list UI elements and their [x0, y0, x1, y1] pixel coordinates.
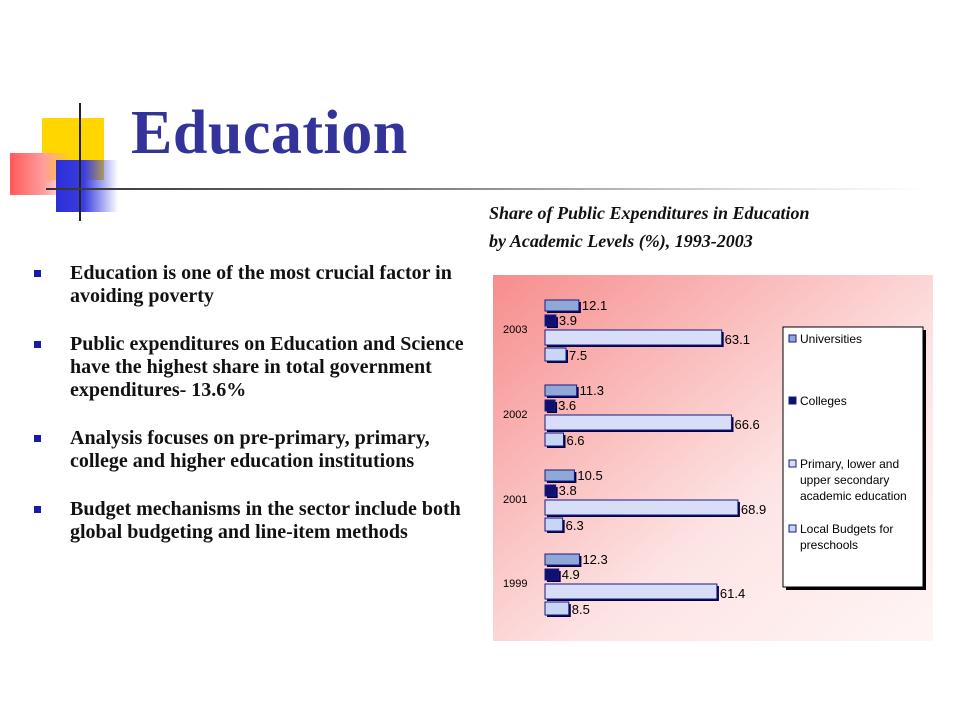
- legend-label: Universities: [800, 332, 863, 346]
- square-bullet-icon: [34, 506, 41, 513]
- bar-value-label: 12.1: [581, 298, 608, 313]
- bar-value-label: 8.5: [571, 602, 590, 617]
- category-label: 2002: [503, 409, 528, 421]
- legend-label: Local Budgets for: [800, 522, 894, 536]
- chart-svg: [493, 275, 933, 641]
- bar-value-label: 6.3: [565, 518, 584, 533]
- bar: [545, 470, 574, 481]
- bar: [545, 602, 569, 615]
- decor-blue-square: [56, 160, 118, 212]
- category-label: 1999: [503, 578, 528, 590]
- legend-swatch: [789, 460, 796, 467]
- chart-caption: [489, 199, 939, 255]
- bar-value-label: 12.3: [582, 552, 608, 567]
- decor-vertical-line: [79, 103, 81, 221]
- bar: [545, 518, 563, 531]
- legend-swatch: [789, 335, 796, 342]
- bullet-text: Public expenditures on Education and Science have the highest share in total government expenditures- 13.6%: [70, 333, 464, 401]
- bar-value-label: 6.6: [566, 433, 585, 448]
- bar: [545, 415, 731, 430]
- bar-value-label: 7.5: [569, 348, 588, 363]
- square-bullet-icon: [34, 270, 41, 277]
- category-label: 2003: [503, 324, 528, 336]
- legend-swatch: [789, 397, 796, 404]
- bar: [545, 348, 566, 361]
- bar: [545, 315, 556, 326]
- bar: [545, 554, 579, 565]
- square-bullet-icon: [34, 435, 41, 442]
- page-title: Education: [131, 99, 408, 167]
- bar-value-label: 3.8: [558, 483, 577, 498]
- bar-value-label: 4.9: [561, 567, 580, 582]
- bar: [545, 584, 717, 599]
- expenditure-chart: [493, 275, 933, 641]
- square-bullet-icon: [34, 341, 41, 348]
- bullet-text: Budget mechanisms in the sector include both global budgeting and line-item methods: [70, 498, 461, 543]
- bullet-text: Education is one of the most crucial factor in avoiding poverty: [70, 262, 452, 307]
- category-label: 2001: [503, 494, 528, 506]
- chart-caption-line: by Academic Levels (%), 1993-2003: [489, 231, 753, 251]
- legend-label: upper secondary: [800, 473, 890, 487]
- bar-value-label: 66.6: [734, 417, 760, 432]
- legend-label: preschools: [800, 538, 859, 552]
- bar: [545, 400, 555, 411]
- chart-caption-line: Share of Public Expenditures in Education: [489, 203, 810, 223]
- bar: [545, 300, 579, 311]
- bullet-item: [34, 262, 464, 308]
- bar-value-label: 3.9: [558, 313, 577, 328]
- bar-value-label: 10.5: [577, 468, 603, 483]
- bar-value-label: 11.3: [579, 383, 604, 398]
- decor-horizontal-line: [46, 188, 926, 190]
- legend-label: Colleges: [800, 394, 847, 408]
- bar-value-label: 63.1: [724, 332, 750, 347]
- bullet-item: [34, 498, 464, 544]
- bar: [545, 569, 559, 580]
- bullet-text: Analysis focuses on pre-primary, primary, college and higher education institutions: [70, 427, 430, 472]
- bullet-list: [34, 262, 464, 569]
- bar: [545, 433, 563, 446]
- legend-label: Primary, lower and: [800, 457, 900, 471]
- bar: [545, 385, 577, 396]
- bar: [545, 500, 738, 515]
- bullet-item: [34, 427, 464, 473]
- bar-value-label: 61.4: [719, 586, 746, 601]
- legend-label: academic education: [800, 489, 907, 503]
- bar: [545, 330, 722, 345]
- bar-value-label: 3.6: [558, 398, 577, 413]
- bullet-item: [34, 333, 464, 402]
- bar: [545, 485, 556, 496]
- bar-value-label: 68.9: [740, 502, 767, 517]
- legend-swatch: [789, 525, 796, 532]
